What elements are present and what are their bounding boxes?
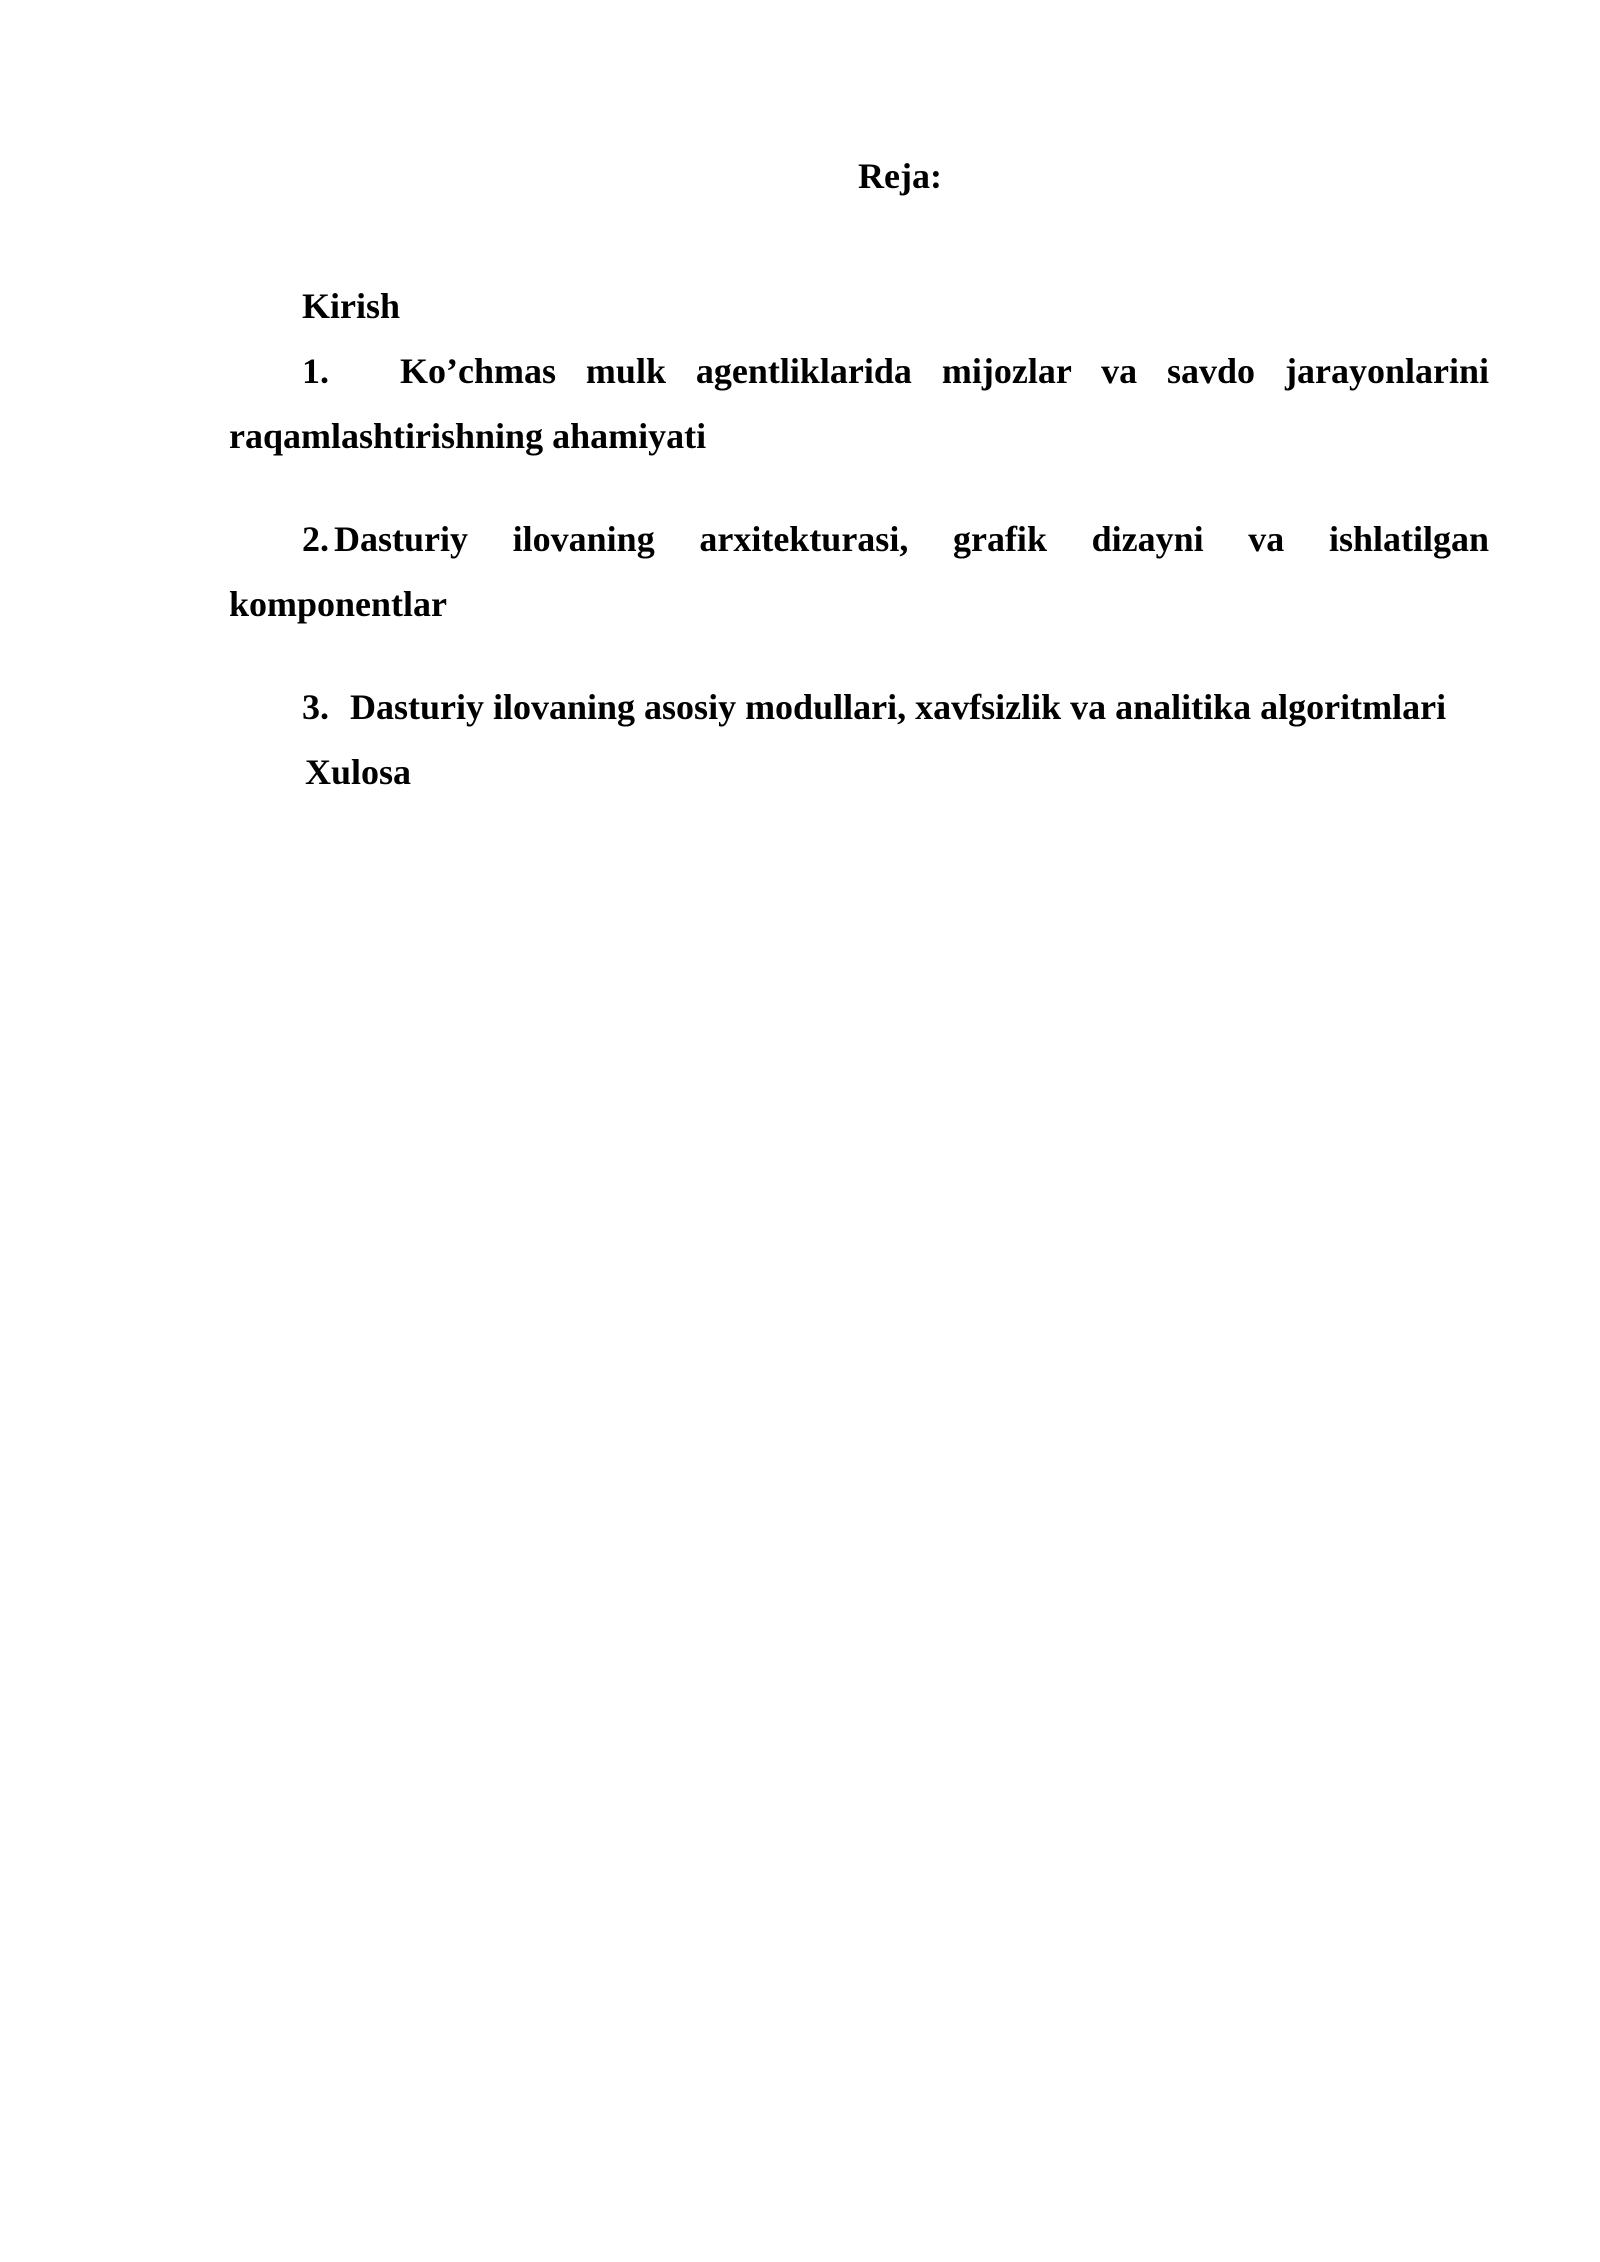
toc-item-1-line1 [229,339,1489,404]
toc-item-2-number: 2. [302,519,329,559]
toc-item-3 [229,675,1489,740]
toc-item-1 [229,339,1489,469]
toc-item-2 [229,507,1489,637]
toc-item-1-number: 1. [302,351,329,391]
toc-item-conclusion: Xulosa [305,752,412,792]
toc-item-2-line1 [229,507,1489,572]
toc-item-intro: Kirish [302,286,401,326]
toc-item-1-line2: raqamlashtirishning ahamiyati [229,416,707,456]
toc-item-2-text: Dasturiy ilovaning arxitekturasi, grafik dizayni va ishlatilgan [334,519,1489,559]
page-title: Reja: [858,156,942,196]
toc-item-1-text: Ko’chmas mulk agentliklarida mijozlar va savdo jarayonlarini [400,351,1489,391]
toc-item-2-line2: komponentlar [229,584,448,624]
toc-item-3-text: Dasturiy ilovaning asosiy modullari, xavfsizlik va analitika algoritmlari [350,687,1447,727]
toc-item-3-number: 3. [302,687,329,727]
